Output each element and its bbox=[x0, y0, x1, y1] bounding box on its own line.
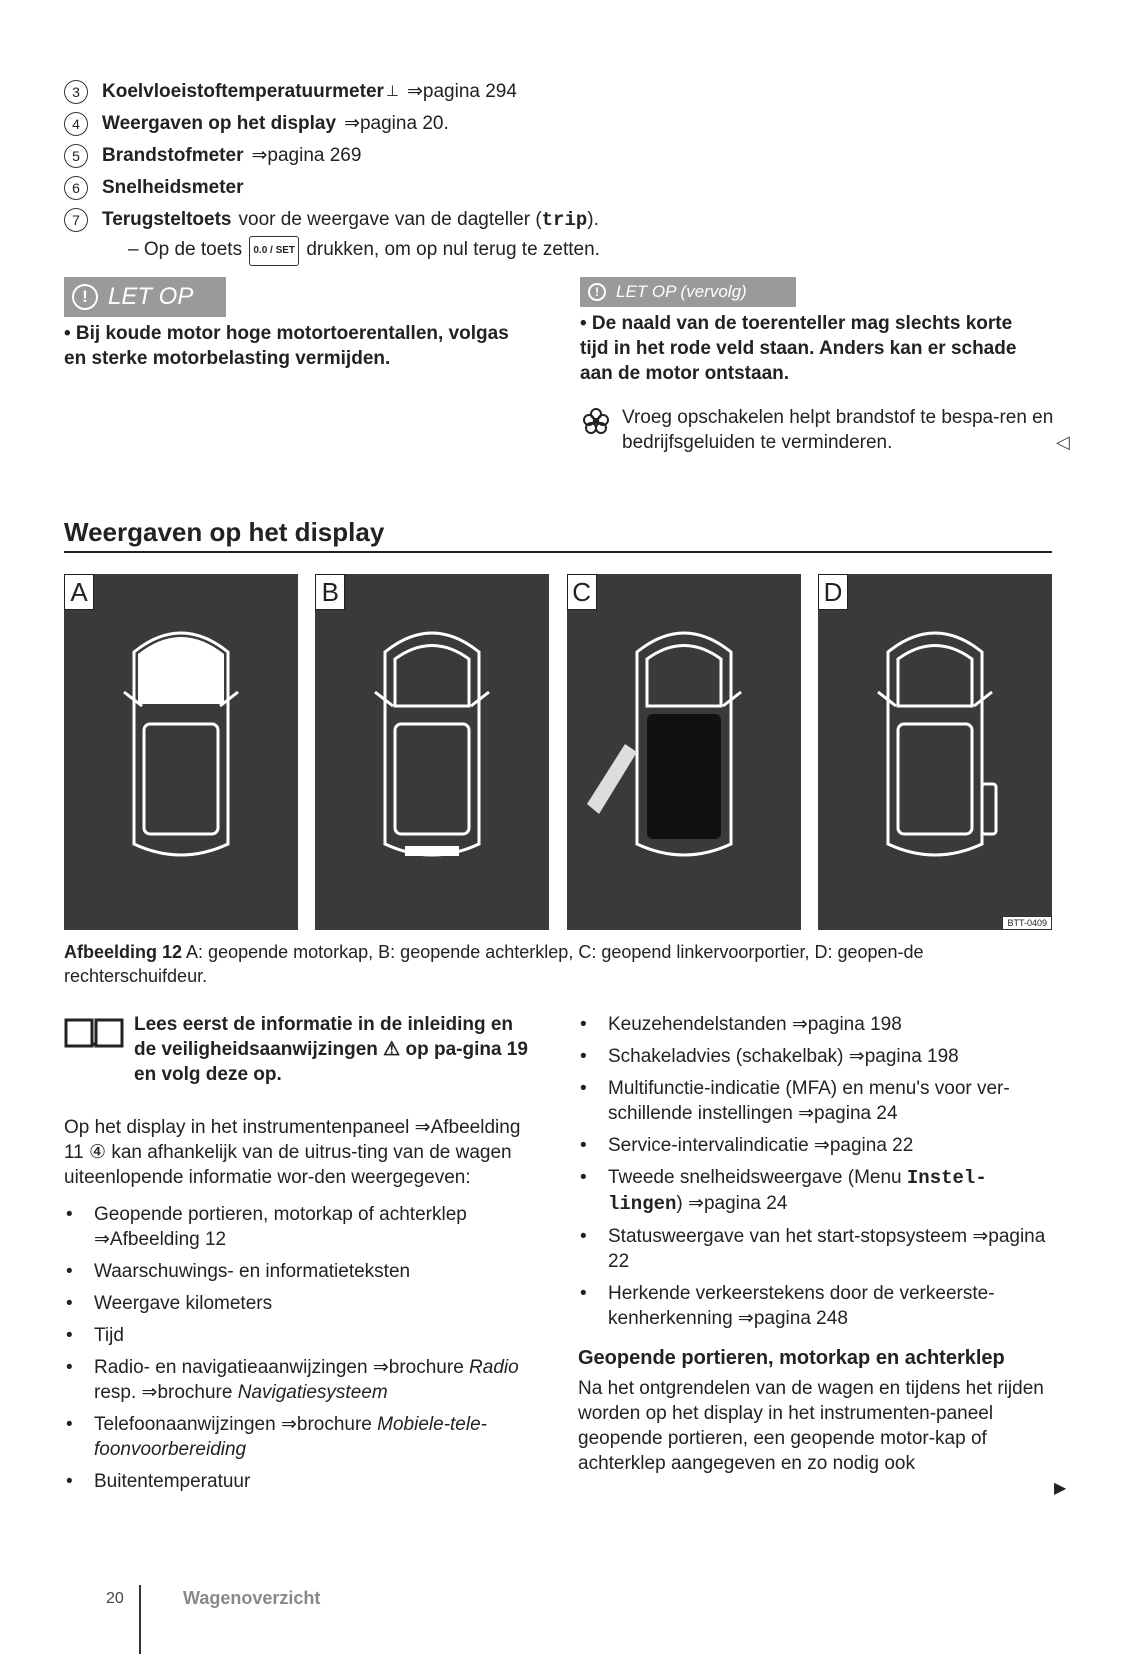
list-item: • Schakeladvies (schakelbak) ⇒pagina 198 bbox=[580, 1046, 959, 1067]
continue-arrow-icon: ▶ bbox=[1054, 1480, 1067, 1497]
bullet-text: Geopende portieren, motorkap of achterklep ⇒Afbeelding 12 bbox=[94, 1204, 467, 1250]
item-text-end: ). bbox=[587, 209, 599, 230]
section-rule bbox=[64, 551, 1052, 553]
list-item: • Weergave kilometers bbox=[66, 1293, 273, 1314]
list-item bbox=[64, 140, 1024, 172]
eco-tip bbox=[580, 405, 1080, 455]
trip-code: trip bbox=[541, 209, 588, 231]
bullet-italic: Mobiele-tele-foonvoorbereiding bbox=[94, 1414, 487, 1460]
bullet-text: Waarschuwings- en informatieteksten bbox=[94, 1261, 411, 1282]
list-item bbox=[64, 172, 1024, 204]
number-circle: 5 bbox=[64, 144, 88, 168]
list-item: • Tweede snelheidsweergave (Menu Instel-lingen) ⇒pagina 24 bbox=[580, 1167, 987, 1215]
bullet-text: Keuzehendelstanden ⇒pagina 198 bbox=[608, 1014, 902, 1035]
eco-tip-text: Vroeg opschakelen helpt brandstof te bespa-ren en bedrijfsgeluiden te verminderen. bbox=[622, 407, 1054, 453]
intro-note bbox=[64, 1012, 538, 1087]
panel-b bbox=[315, 574, 549, 930]
instruction-text: – Op de toets bbox=[128, 239, 243, 260]
list-item: • Keuzehendelstanden ⇒pagina 198 bbox=[580, 1014, 902, 1035]
warning-header bbox=[64, 277, 226, 317]
list-item: • Buitentemperatuur bbox=[66, 1471, 251, 1492]
body-text: Na het ontgrendelen van de wagen en tijdens het rijden worden op het display in het instrumenten-paneel geopende portieren, een geopende motor-kap of achterklep aangegeven en zo nodig ook bbox=[578, 1378, 1044, 1474]
bullet-text: Herkende verkeerstekens door de verkeerste-kenherkenning ⇒pagina 248 bbox=[608, 1283, 995, 1329]
component-list bbox=[64, 76, 1024, 266]
list-item: • Statusweergave van het start-stopsysteem ⇒pagina 22 bbox=[578, 1224, 1053, 1274]
bullet-text: Buitentemperatuur bbox=[94, 1471, 251, 1492]
panel-label: C bbox=[567, 574, 597, 610]
item-text: voor de weergave van de dagteller ( bbox=[238, 209, 542, 230]
menu-code: Instel-lingen bbox=[608, 1167, 987, 1215]
bullet-italic: Radio bbox=[469, 1357, 519, 1378]
caption-text: A: geopende motorkap, B: geopende achterklep, C: geopend linkervoorportier, D: geopen-de rechterschuifdeur. bbox=[64, 942, 924, 986]
right-column bbox=[578, 1012, 1053, 1476]
instruction-text-end: drukken, om op nul terug te zetten. bbox=[306, 239, 600, 260]
caption-label: Afbeelding 12 bbox=[64, 942, 183, 962]
sub-instruction bbox=[64, 236, 1024, 266]
list-item: • Service-intervalindicatie ⇒pagina 22 bbox=[580, 1135, 914, 1156]
item-label: Koelvloeistoftemperatuurmeter bbox=[102, 81, 384, 102]
item-label: Snelheidsmeter bbox=[102, 177, 244, 198]
left-column bbox=[64, 1012, 538, 1494]
section-title: Weergaven op het display bbox=[64, 517, 385, 547]
bullet-text: Weergave kilometers bbox=[94, 1293, 273, 1314]
bullet-text: Radio- en navigatieaanwijzingen ⇒brochure bbox=[94, 1357, 470, 1378]
list-item bbox=[64, 108, 1024, 140]
list-item: • Waarschuwings- en informatieteksten bbox=[66, 1261, 411, 1282]
number-circle: 6 bbox=[64, 176, 88, 200]
page-ref: ⇒pagina 20. bbox=[344, 113, 449, 134]
bullet-text: Service-intervalindicatie ⇒pagina 22 bbox=[608, 1135, 914, 1156]
figure-caption bbox=[64, 940, 1054, 988]
car-open-right-sliding-door-icon bbox=[818, 574, 1052, 930]
bullet-text: resp. ⇒brochure bbox=[94, 1382, 238, 1403]
list-item: • Herkende verkeerstekens door de verkeerste-kenherkenning ⇒pagina 248 bbox=[578, 1281, 1053, 1331]
car-open-front-left-door-icon bbox=[567, 574, 801, 930]
warning-continued-text: • De naald van de toerenteller mag slechts korte tijd in het rode veld staan. Anders kan er schade aan de motor ontstaan. bbox=[580, 313, 1017, 384]
figure-code: BTT-0409 bbox=[1002, 916, 1052, 930]
reset-key-icon: 0.0 / SET bbox=[249, 236, 299, 266]
panel-d bbox=[818, 574, 1052, 930]
warning-text: • Bij koude motor hoge motortoerentallen, volgas en sterke motorbelasting vermijden. bbox=[64, 323, 509, 369]
warning-title: LET OP bbox=[108, 283, 194, 310]
item-label: Terugsteltoets bbox=[102, 209, 232, 230]
bullet-italic: Navigatiesysteem bbox=[237, 1382, 388, 1403]
list-item: • Geopende portieren, motorkap of achterklep ⇒Afbeelding 12 bbox=[64, 1202, 538, 1252]
panel-c bbox=[567, 574, 801, 930]
bullet-text: ) ⇒pagina 24 bbox=[676, 1193, 788, 1214]
number-circle: 7 bbox=[64, 208, 88, 232]
bullet-text: Telefoonaanwijzingen ⇒brochure bbox=[94, 1414, 378, 1435]
bullet-text: Multifunctie-indicatie (MFA) en menu's voor ver-schillende instellingen ⇒pagina 24 bbox=[608, 1078, 1010, 1124]
panel-a bbox=[64, 574, 298, 930]
page-number: 20 bbox=[106, 1590, 124, 1607]
panel-label: A bbox=[64, 574, 94, 610]
bullet-text: Statusweergave van het start-stopsysteem ⇒pagina 22 bbox=[608, 1226, 1046, 1272]
warning-icon: ! bbox=[72, 284, 98, 310]
warning-continued-header bbox=[580, 277, 796, 307]
list-item: • Telefoonaanwijzingen ⇒brochure Mobiele-tele-foonvoorbereiding bbox=[66, 1414, 487, 1460]
panel-label: D bbox=[818, 574, 848, 610]
list-item bbox=[64, 204, 1024, 236]
back-arrow-icon: ◁ bbox=[1056, 432, 1070, 452]
list-item bbox=[64, 76, 1024, 108]
number-circle: 3 bbox=[64, 80, 88, 104]
bullet-text: Tijd bbox=[94, 1325, 124, 1346]
list-item: • Radio- en navigatieaanwijzingen ⇒brochure Radio resp. ⇒brochure Navigatiesysteem bbox=[66, 1357, 519, 1403]
bullet-text: Schakeladvies (schakelbak) ⇒pagina 198 bbox=[608, 1046, 959, 1067]
intro-note-text: Lees eerst de informatie in de inleiding en de veiligheidsaanwijzingen ⚠ op pa-gina 19 en volg deze op. bbox=[134, 1014, 528, 1085]
page-ref: ⇒pagina 294 bbox=[406, 81, 517, 102]
book-icon bbox=[64, 1012, 134, 1087]
list-item: • Tijd bbox=[66, 1325, 124, 1346]
item-label: Weergaven op het display bbox=[102, 113, 337, 134]
warning-title: LET OP (vervolg) bbox=[616, 282, 747, 301]
intro-paragraph: Op het display in het instrumentenpaneel ⇒Afbeelding 11 ④ kan afhankelijk van de uitrus-ting van de wagen uiteenlopende informatie wor-den weergegeven: bbox=[64, 1117, 521, 1188]
thermometer-icon: ⊥ bbox=[385, 83, 399, 100]
footer-divider bbox=[139, 1585, 141, 1654]
page-ref: ⇒pagina 269 bbox=[251, 145, 362, 166]
car-open-tailgate-icon bbox=[315, 574, 549, 930]
number-circle: 4 bbox=[64, 112, 88, 136]
eco-flower-icon bbox=[580, 405, 622, 455]
bullet-text: Tweede snelheidsweergave (Menu bbox=[608, 1167, 907, 1188]
subheading: Geopende portieren, motorkap en achterklep bbox=[578, 1347, 1005, 1369]
warning-icon: ! bbox=[588, 283, 606, 301]
panel-label: B bbox=[315, 574, 345, 610]
list-item: • Multifunctie-indicatie (MFA) en menu's voor ver-schillende instellingen ⇒pagina 24 bbox=[578, 1076, 1053, 1126]
chapter-title: Wagenoverzicht bbox=[183, 1588, 321, 1608]
car-open-hood-icon bbox=[64, 574, 298, 930]
item-label: Brandstofmeter bbox=[102, 145, 244, 166]
figure-12 bbox=[64, 574, 1052, 930]
